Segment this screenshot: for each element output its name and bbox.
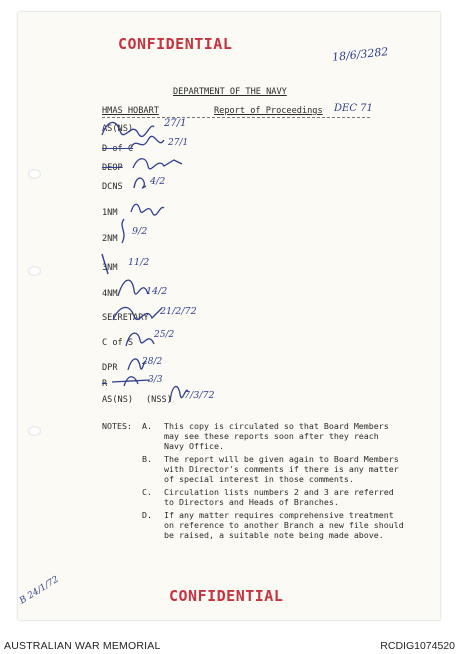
signature-scribble bbox=[130, 152, 186, 174]
file-reference: 18/6/3282 bbox=[331, 45, 389, 64]
route-initial-dofc: 27/1 bbox=[168, 138, 189, 148]
note-line: with Director's comments if there is any matter bbox=[164, 464, 399, 474]
note-line: Navy Office. bbox=[164, 441, 224, 451]
note-letter: C. bbox=[142, 487, 152, 497]
confidential-stamp-top: CONFIDENTIAL bbox=[118, 35, 233, 53]
route-initial-dpr: 28/2 bbox=[142, 357, 163, 367]
note-line: on reference to another Branch a new file should bbox=[164, 520, 404, 530]
note-line: of special interest in those comments. bbox=[164, 474, 354, 484]
route-initial-3nm: 11/2 bbox=[128, 257, 150, 268]
route-initial-r: 3/3 bbox=[148, 375, 163, 385]
note-line: If any matter requires comprehensive treatment bbox=[164, 510, 394, 520]
route-code-secretary: SECRETARY bbox=[102, 313, 149, 323]
note-line: be raised, a suitable note being made above. bbox=[164, 530, 384, 540]
route-code-cofs: C of S bbox=[102, 338, 134, 348]
report-month: DEC 71 bbox=[334, 103, 373, 114]
punch-hole bbox=[28, 169, 41, 179]
department-heading: DEPARTMENT OF THE NAVY bbox=[173, 87, 287, 97]
signature-scribble bbox=[130, 172, 150, 192]
note-letter: B. bbox=[142, 454, 152, 464]
document-page bbox=[18, 12, 440, 620]
route-code-r: R bbox=[102, 379, 108, 389]
route-initial-dcns: 4/2 bbox=[150, 176, 166, 187]
route-initial-asns-2: 7/3/72 bbox=[184, 390, 215, 401]
route-code-dofc: D of C bbox=[102, 144, 134, 154]
archive-name: AUSTRALIAN WAR MEMORIAL bbox=[4, 640, 161, 652]
note-line: to Directors and Heads of Branches. bbox=[164, 497, 339, 507]
route-code-3nm: 3NM bbox=[102, 263, 118, 273]
note-line: Circulation lists numbers 2 and 3 are referred bbox=[164, 487, 394, 497]
note-line: The report will be given again to Board Members bbox=[164, 454, 399, 464]
note-line: This copy is circulated so that Board Members bbox=[164, 421, 389, 431]
route-initial-cofs: 25/2 bbox=[154, 330, 175, 340]
note-line: may see these reports soon after they reach bbox=[164, 431, 379, 441]
notes-label: NOTES: bbox=[102, 421, 132, 431]
route-initial-asns: 27/1 bbox=[164, 118, 187, 129]
punch-hole bbox=[28, 426, 41, 436]
ship-name: HMAS HOBART bbox=[102, 106, 159, 116]
archive-id: RCDIG1074520 bbox=[380, 640, 455, 652]
route-code-deop: DEOP bbox=[102, 163, 123, 173]
route-code-nss: (NSS) bbox=[146, 395, 172, 405]
route-code-4nm: 4NM bbox=[102, 289, 118, 299]
route-code-1nm: 1NM bbox=[102, 208, 118, 218]
report-label: Report of Proceedings bbox=[214, 106, 323, 116]
signature-scribble bbox=[128, 198, 168, 218]
route-code-asns-2: AS(NS) bbox=[102, 395, 134, 405]
punch-hole bbox=[28, 266, 41, 276]
signature-scribble bbox=[128, 134, 168, 154]
route-code-dpr: DPR bbox=[102, 363, 118, 373]
route-code-dcns: DCNS bbox=[102, 182, 123, 192]
confidential-stamp-bottom: CONFIDENTIAL bbox=[169, 587, 284, 605]
note-letter: A. bbox=[142, 421, 152, 431]
signature-scribble bbox=[94, 250, 116, 278]
route-initial-2nm: 9/2 bbox=[132, 226, 148, 237]
margin-note: B 24/1/72 bbox=[18, 574, 61, 607]
route-code-asns: AS(NS) bbox=[102, 124, 134, 134]
signature-scribble bbox=[114, 217, 132, 247]
route-initial-secretary: 21/2/72 bbox=[160, 306, 197, 317]
archive-footer bbox=[0, 632, 459, 654]
route-code-2nm: 2NM bbox=[102, 234, 118, 244]
route-initial-4nm: 14/2 bbox=[146, 286, 168, 297]
note-letter: D. bbox=[142, 510, 152, 520]
